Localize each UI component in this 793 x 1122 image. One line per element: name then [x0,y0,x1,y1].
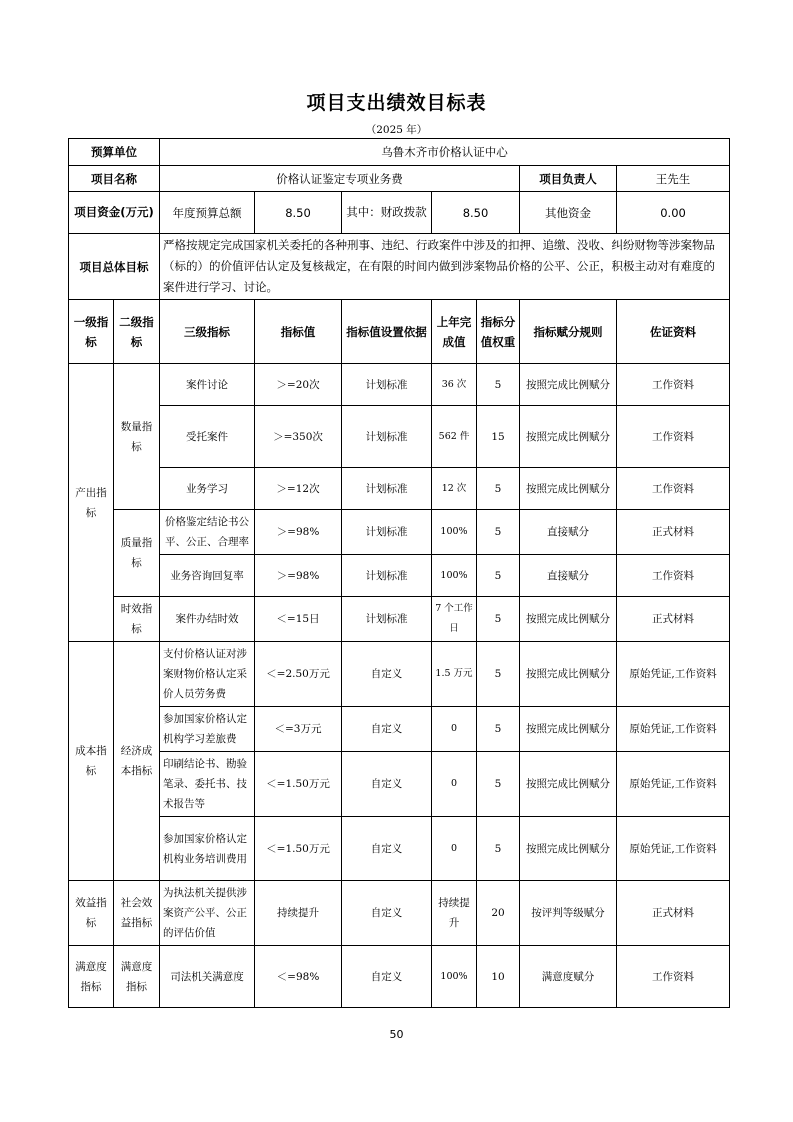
indicator-value: ＜=2.50万元 [255,642,342,707]
indicator-rule: 按照完成比例赋分 [520,597,617,642]
indicator-basis: 计划标准 [342,597,432,642]
indicator-rule: 按照完成比例赋分 [520,364,617,406]
project-leader-value: 王先生 [617,166,730,192]
overall-goal-text: 严格按规定完成国家机关委托的各种刑事、违纪、行政案件中涉及的扣押、追缴、没收、纠纷财物等涉案物品（标的）的价值评估认定及复核裁定，在有限的时间内做到涉案物品价格的公平、公正，积极主动对有难度的案件进行学习、讨论。 [160,234,730,300]
indicator-rule: 按评判等级赋分 [520,881,617,946]
annual-budget-value: 8.50 [255,192,342,234]
indicator-name: 案件讨论 [160,364,255,406]
col-level1: 一级指标 [69,300,114,364]
budget-unit-value: 乌鲁木齐市价格认证中心 [160,139,730,166]
indicator-value: ＞=12次 [255,468,342,510]
indicator-last-year: 持续提升 [432,881,477,946]
group-output: 产出指标 [69,364,114,642]
indicator-name: 业务学习 [160,468,255,510]
indicator-basis: 计划标准 [342,468,432,510]
indicator-evidence: 工作资料 [617,364,730,406]
overall-goal-label: 项目总体目标 [69,234,160,300]
table-row [69,752,730,817]
table-row [69,597,730,642]
indicator-value: ＞=98% [255,510,342,555]
fiscal-allocation-label: 其中：财政拨款 [342,192,432,234]
indicator-name: 印刷结论书、勘验笔录、委托书、技术报告等 [160,752,255,817]
document-title: 项目支出绩效目标表 [306,92,487,114]
indicator-weight: 5 [477,707,520,752]
col-weight: 指标分值权重 [477,300,520,364]
indicator-name: 参加国家价格认定机构业务培训费用 [160,817,255,881]
indicator-value: ＜=1.50万元 [255,817,342,881]
indicator-name: 案件办结时效 [160,597,255,642]
indicator-basis: 自定义 [342,752,432,817]
indicator-last-year: 0 [432,817,477,881]
project-funds-label: 项目资金(万元) [69,192,160,234]
indicator-value: ＞=20次 [255,364,342,406]
budget-unit-label: 预算单位 [69,139,160,166]
indicator-evidence: 工作资料 [617,946,730,1008]
indicator-rule: 按照完成比例赋分 [520,468,617,510]
indicator-value: ＜=98% [255,946,342,1008]
indicator-weight: 20 [477,881,520,946]
col-level2: 二级指标 [114,300,160,364]
indicator-basis: 计划标准 [342,364,432,406]
indicator-name: 支付价格认证对涉案财物价格认定采价人员劳务费 [160,642,255,707]
indicator-basis: 计划标准 [342,510,432,555]
indicator-rule: 按照完成比例赋分 [520,752,617,817]
indicator-value: ＞=98% [255,555,342,597]
indicator-weight: 5 [477,597,520,642]
indicator-basis: 自定义 [342,946,432,1008]
indicator-evidence: 正式材料 [617,510,730,555]
indicator-basis: 自定义 [342,817,432,881]
project-name-value: 价格认证鉴定专项业务费 [160,166,520,192]
indicator-weight: 5 [477,364,520,406]
row-project-name [69,166,730,192]
col-value: 指标值 [255,300,342,364]
indicator-name: 价格鉴定结论书公平、公正、合理率 [160,510,255,555]
indicator-value: 持续提升 [255,881,342,946]
indicator-rule: 按照完成比例赋分 [520,707,617,752]
indicator-last-year: 100% [432,946,477,1008]
indicator-last-year: 1.5 万元 [432,642,477,707]
indicator-evidence: 正式材料 [617,597,730,642]
indicator-rule: 按照完成比例赋分 [520,817,617,881]
indicator-last-year: 0 [432,752,477,817]
indicator-weight: 15 [477,406,520,468]
indicator-name: 业务咨询回复率 [160,555,255,597]
annual-budget-label: 年度预算总额 [160,192,255,234]
indicator-value: ＜=1.50万元 [255,752,342,817]
indicator-value: ＞=350次 [255,406,342,468]
group-satisfaction-sub: 满意度指标 [114,946,160,1008]
table-row [69,707,730,752]
indicator-last-year: 100% [432,555,477,597]
indicator-rule: 直接赋分 [520,555,617,597]
indicator-weight: 5 [477,752,520,817]
table-row [69,642,730,707]
indicator-evidence: 原始凭证,工作资料 [617,817,730,881]
group-timeliness: 时效指标 [114,597,160,642]
indicator-weight: 5 [477,642,520,707]
other-funds-value: 0.00 [617,192,730,234]
indicator-evidence: 工作资料 [617,468,730,510]
indicator-last-year: 0 [432,707,477,752]
group-quality: 质量指标 [114,510,160,597]
group-cost: 成本指标 [69,642,114,881]
indicator-weight: 5 [477,468,520,510]
indicator-evidence: 工作资料 [617,406,730,468]
col-rule: 指标赋分规则 [520,300,617,364]
performance-target-table [68,138,730,1008]
other-funds-label: 其他资金 [520,192,617,234]
table-row [69,364,730,406]
indicator-evidence: 正式材料 [617,881,730,946]
indicator-name: 为执法机关提供涉案资产公平、公正的评估价值 [160,881,255,946]
indicator-weight: 5 [477,555,520,597]
indicator-basis: 自定义 [342,881,432,946]
table-row [69,468,730,510]
row-overall-goal [69,234,730,300]
indicator-name: 受托案件 [160,406,255,468]
indicator-rule: 按照完成比例赋分 [520,406,617,468]
indicator-rule: 按照完成比例赋分 [520,642,617,707]
indicator-evidence: 原始凭证,工作资料 [617,707,730,752]
table-row [69,881,730,946]
indicator-rule: 直接赋分 [520,510,617,555]
indicator-last-year: 36 次 [432,364,477,406]
indicator-last-year: 100% [432,510,477,555]
page-number: 50 [389,1028,404,1041]
indicator-last-year: 562 件 [432,406,477,468]
indicator-weight: 10 [477,946,520,1008]
indicator-basis: 计划标准 [342,555,432,597]
indicator-weight: 5 [477,817,520,881]
row-project-funds [69,192,730,234]
project-leader-label: 项目负责人 [520,166,617,192]
group-quantity: 数量指标 [114,364,160,510]
indicator-evidence: 原始凭证,工作资料 [617,642,730,707]
indicator-value: ＜=3万元 [255,707,342,752]
col-basis: 指标值设置依据 [342,300,432,364]
group-economic-cost: 经济成本指标 [114,642,160,881]
row-budget-unit [69,139,730,166]
fiscal-allocation-value: 8.50 [432,192,520,234]
indicator-evidence: 工作资料 [617,555,730,597]
table-row [69,406,730,468]
indicator-last-year: 12 次 [432,468,477,510]
table-row [69,817,730,881]
indicator-value: ＜=15日 [255,597,342,642]
indicator-evidence: 原始凭证,工作资料 [617,752,730,817]
table-row [69,555,730,597]
indicator-weight: 5 [477,510,520,555]
col-evidence: 佐证资料 [617,300,730,364]
col-level3: 三级指标 [160,300,255,364]
indicator-basis: 计划标准 [342,406,432,468]
document-year: （2025 年） [365,124,428,136]
group-benefit: 效益指标 [69,881,114,946]
indicator-name: 司法机关满意度 [160,946,255,1008]
column-header-row [69,300,730,364]
indicator-basis: 自定义 [342,642,432,707]
indicator-last-year: 7 个工作日 [432,597,477,642]
indicator-rule: 满意度赋分 [520,946,617,1008]
table-row [69,510,730,555]
group-social-benefit: 社会效益指标 [114,881,160,946]
indicator-name: 参加国家价格认定机构学习差旅费 [160,707,255,752]
group-satisfaction: 满意度指标 [69,946,114,1008]
col-last-year: 上年完成值 [432,300,477,364]
project-name-label: 项目名称 [69,166,160,192]
indicator-basis: 自定义 [342,707,432,752]
table-row [69,946,730,1008]
